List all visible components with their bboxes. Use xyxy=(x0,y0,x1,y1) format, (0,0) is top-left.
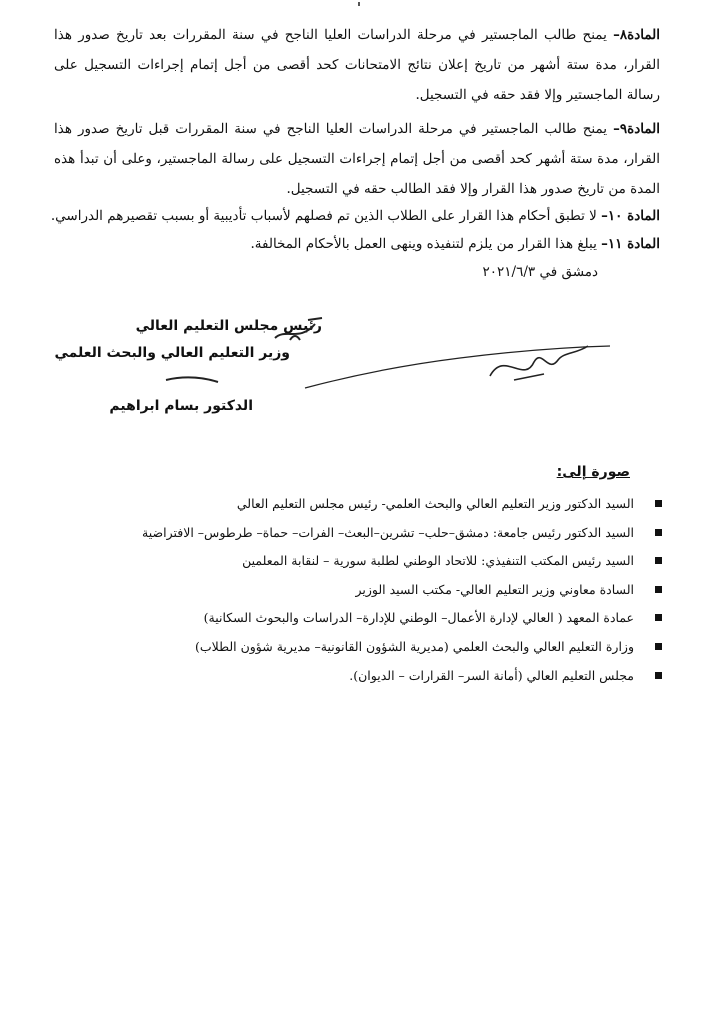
bullet-square-icon xyxy=(655,557,662,564)
bullet-square-icon xyxy=(655,672,662,679)
article-8-text: يمنح طالب الماجستير في مرحلة الدراسات العليا الناجح في سنة المقررات بعد تاريخ صدور هذا القرار، مدة ستة أشهر من تاريخ إعلان نتائج الامتحانات كحد أقصى من أجل إتمام إجراءات التسجيل على رسالة الماجستير وإلا فقد حقه في التسجيل. xyxy=(54,27,660,103)
list-item-text: السيد الدكتور رئيس جامعة: دمشق–حلب– تشرين–البعث– الفرات– حماة– طرطوس– الافتراضية xyxy=(142,524,634,540)
list-item xyxy=(62,547,662,576)
list-item xyxy=(62,633,662,662)
article-9-text: يمنح طالب الماجستير في مرحلة الدراسات العليا الناجح في سنة المقررات قبل تاريخ صدور هذا القرار، مدة ستة أشهر كحد أقصى من أجل إتمام إجراءات التسجيل على رسالة الماجستير، وعلى أن تبدأ هذه المدة من تاريخ صدور هذا القرار وإلا فقد الطالب حقه في التسجيل. xyxy=(54,121,660,197)
bullet-square-icon xyxy=(655,614,662,621)
list-item xyxy=(62,576,662,605)
article-8-heading: المادة٨– xyxy=(613,27,661,43)
signature-title-1: رئيس مجلس التعليم العالي xyxy=(135,318,322,334)
list-item-text: السادة معاوني وزير التعليم العالي- مكتب السيد الوزير xyxy=(355,581,634,597)
list-item-text: السيد رئيس المكتب التنفيذي: للاتحاد الوطني لطلبة سورية – لنقابة المعلمين xyxy=(242,553,634,569)
signature-title-2: وزير التعليم العالي والبحث العلمي xyxy=(54,345,290,361)
bullet-square-icon xyxy=(655,500,662,507)
bullet-square-icon xyxy=(655,586,662,593)
article-11 xyxy=(250,236,660,252)
article-9-heading: المادة٩– xyxy=(613,121,660,137)
signature-name: الدكتور بسام ابراهيم xyxy=(109,398,253,414)
article-11-text: يبلغ هذا القرار من يلزم لتنفيذه وينهى العمل بالأحكام المخالفة. xyxy=(250,236,597,252)
article-10 xyxy=(51,208,660,224)
scan-mark xyxy=(358,2,360,6)
bullet-square-icon xyxy=(655,529,662,536)
list-item-text: السيد الدكتور وزير التعليم العالي والبحث العلمي- رئيس مجلس التعليم العالي xyxy=(236,496,634,511)
copies-title: صورة إلى: xyxy=(556,464,630,480)
signature-underline-mark xyxy=(162,370,222,390)
list-item xyxy=(62,604,662,633)
copies-list xyxy=(62,490,662,690)
article-11-heading: المادة ١١– xyxy=(601,236,660,252)
article-10-text: لا تطبق أحكام هذا القرار على الطلاب الذين تم فصلهم لأسباب تأديبية أو بسبب تقصيرهم الدراسي. xyxy=(50,208,597,224)
article-9 xyxy=(54,114,660,204)
list-item-text: مجلس التعليم العالي (أمانة السر– القرارات – الديوان). xyxy=(349,667,634,683)
list-item xyxy=(62,662,662,691)
article-8 xyxy=(54,20,660,110)
bullet-square-icon xyxy=(655,643,662,650)
article-10-heading: المادة ١٠– xyxy=(601,208,660,224)
date-line: دمشق في ٢٠٢١/٦/٣ xyxy=(482,264,598,280)
handwritten-signature xyxy=(484,340,594,386)
list-item-text: وزارة التعليم العالي والبحث العلمي (مديرية الشؤون القانونية– مديرية شؤون الطلاب) xyxy=(194,638,634,654)
list-item xyxy=(62,519,662,548)
list-item xyxy=(62,490,662,519)
list-item-text: عمادة المعهد ( العالي لإدارة الأعمال– الوطني للإدارة– الدراسات والبحوث السكانية) xyxy=(203,610,634,626)
